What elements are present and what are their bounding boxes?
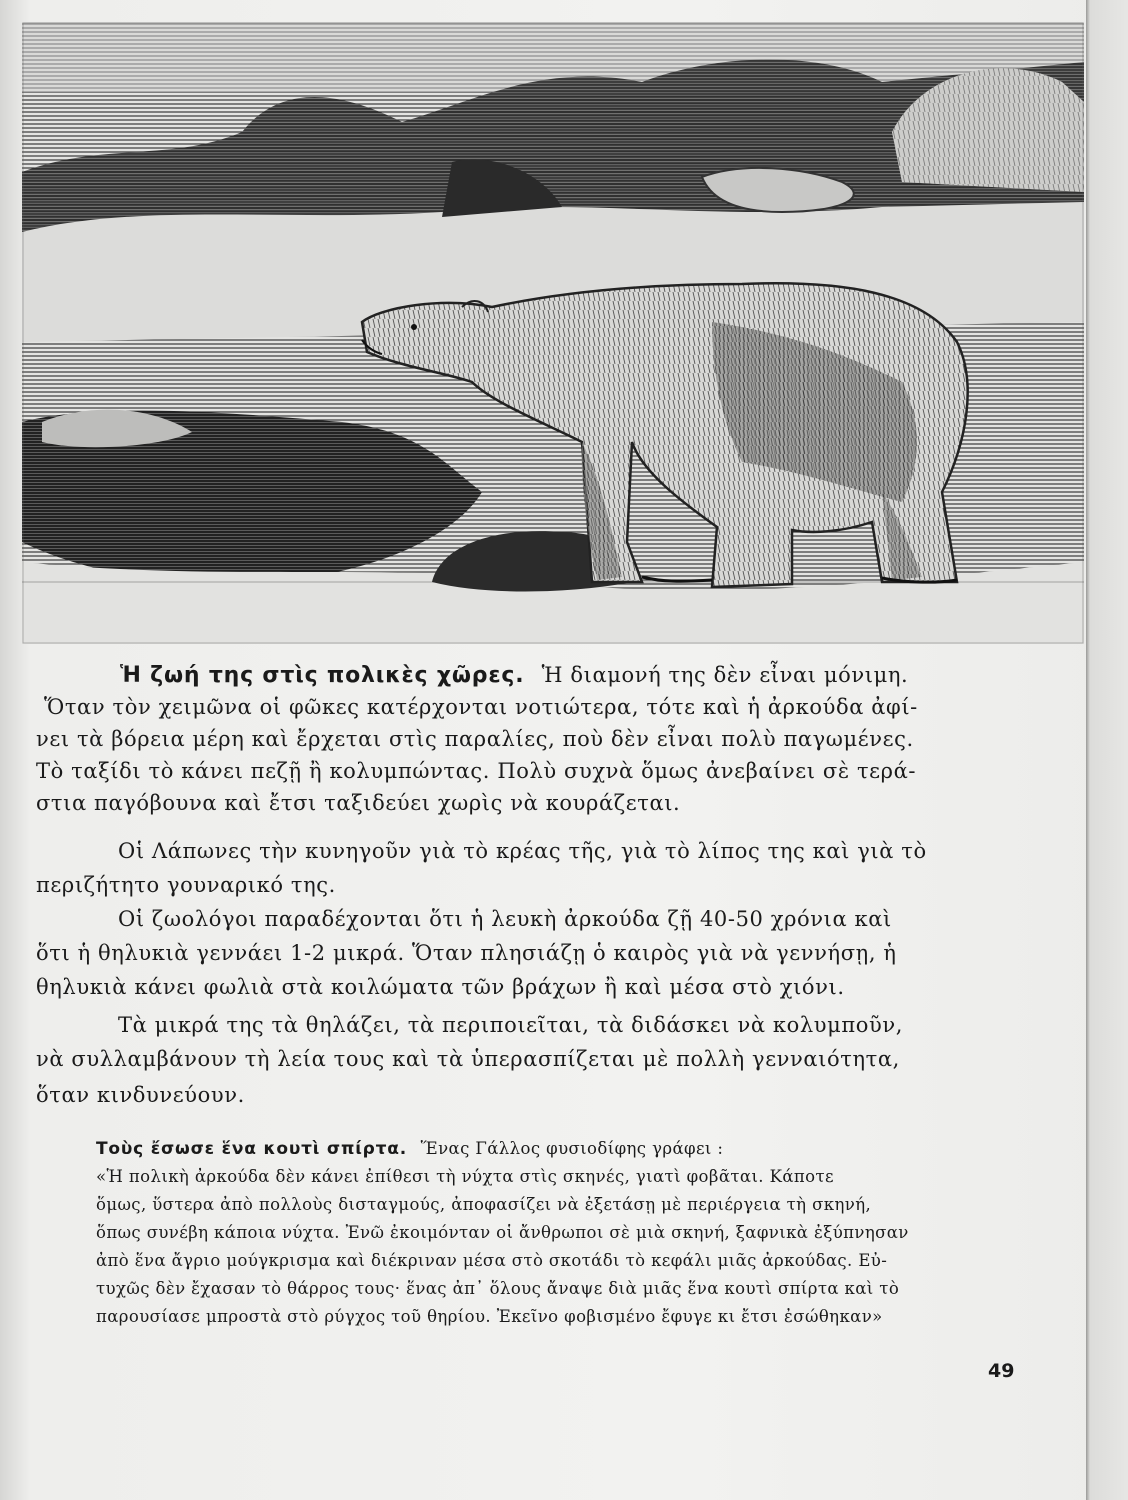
section-heading: Ἡ ζωή της στὶς πολικὲς χῶρες. (120, 663, 525, 688)
text-line: ἀπὸ ἕνα ἄγριο μούγκρισμα καὶ διέκριναν μέσα στὸ σκοτάδι τὸ κεφάλι μιᾶς ἀρκούδας. Εὐ- (96, 1251, 888, 1270)
text-line: Τὰ μικρά της τὰ θηλάζει, τὰ περιποιεῖται, τὰ διδάσκει νὰ κολυμποῦν, (118, 1013, 904, 1037)
text-line: στια παγόβουνα καὶ ἔτσι ταξιδεύει χωρὶς νὰ κουράζεται. (36, 791, 681, 815)
text-line: τυχῶς δὲν ἔχασαν τὸ θάρρος τους· ἕνας ἀπ᾿ ὅλους ἄναψε διὰ μιᾶς ἕνα κουτὶ σπίρτα καὶ τὸ (96, 1279, 900, 1298)
section-heading: Τοὺς ἔσωσε ἕνα κουτὶ σπίρτα. (96, 1139, 407, 1159)
text-line: περιζήτητο γουναρικό της. (36, 873, 336, 897)
page-number: 49 (988, 1360, 1015, 1382)
text-line: ὅταν κινδυνεύουν. (36, 1083, 245, 1107)
polar-bear-icon (22, 22, 1084, 644)
text-line: Οἱ ζωολόγοι παραδέχονται ὅτι ἡ λευκὴ ἀρκούδα ζῇ 40-50 χρόνια καὶ (118, 907, 892, 931)
text-line: Ὅταν τὸν χειμῶνα οἱ φῶκες κατέρχονται νοτιώτερα, τότε καὶ ἡ ἀρκούδα ἀφί- (44, 695, 918, 719)
text-line: «Ἡ πολικὴ ἀρκούδα δὲν κάνει ἐπίθεσι τὴ νύχτα στὶς σκηνές, γιατὶ φοβᾶται. Κάποτε (96, 1167, 834, 1186)
text-line: ὅτι ἡ θηλυκιὰ γεννάει 1-2 μικρά. Ὅταν πλησιάζῃ ὁ καιρὸς γιὰ νὰ γεννήσῃ, ἡ (36, 941, 897, 965)
text-line: ὅπως συνέβη κάποια νύχτα. Ἐνῶ ἐκοιμόνταν οἱ ἄνθρωποι σὲ μιὰ σκηνή, ξαφνικὰ ἐξύπνησαν (96, 1223, 909, 1242)
text-line: νει τὰ βόρεια μέρη καὶ ἔρχεται στὶς παραλίες, ποὺ δὲν εἶναι πολὺ παγωμένες. (36, 727, 914, 751)
text-line: Τὸ ταξίδι τὸ κάνει πεζῇ ἢ κολυμπώντας. Πολὺ συχνὰ ὅμως ἀνεβαίνει σὲ τερά- (36, 759, 917, 783)
polar-bear-illustration (22, 22, 1084, 644)
text-line: Οἱ Λάπωνες τὴν κυνηγοῦν γιὰ τὸ κρέας τῆς, γιὰ τὸ λίπος της καὶ γιὰ τὸ (118, 839, 927, 863)
text-line: Ἡ διαμονή της δὲν εἶναι μόνιμη. (541, 663, 909, 687)
text-line: θηλυκιὰ κάνει φωλιὰ στὰ κοιλώματα τῶν βράχων ἢ καὶ μέσα στὸ χιόνι. (36, 975, 845, 999)
text-line: παρουσίασε μπροστὰ στὸ ρύγχος τοῦ θηρίου. Ἐκεῖνο φοβισμένο ἔφυγε κι ἔτσι ἐσώθηκαν» (96, 1307, 883, 1326)
text-line: νὰ συλλαμβάνουν τὴ λεία τους καὶ τὰ ὑπερασπίζεται μὲ πολλὴ γενναιότητα, (36, 1047, 900, 1071)
text-line: ὅμως, ὕστερα ἀπὸ πολλοὺς δισταγμούς, ἀποφασίζει νὰ ἐξετάσῃ μὲ περιέργεια τὴ σκηνή, (96, 1195, 872, 1214)
text-line: Ἕνας Γάλλος φυσιοδίφης γράφει : (420, 1139, 724, 1158)
page-edge (1086, 0, 1128, 1500)
